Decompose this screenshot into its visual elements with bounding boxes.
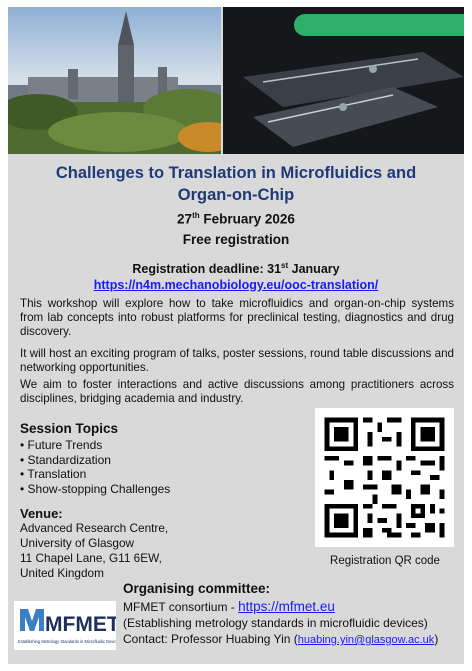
- consortium-link[interactable]: https://mfmet.eu: [238, 599, 335, 614]
- contact-line: [123, 632, 438, 646]
- venue-address: [20, 521, 168, 581]
- logo-text: MFMET: [45, 613, 116, 636]
- university-building-image: [8, 7, 221, 154]
- mfmet-logo: [14, 601, 116, 650]
- topic-item: • Future Trends: [20, 438, 170, 453]
- topic-item: • Show-stopping Challenges: [20, 482, 170, 497]
- event-date: [8, 211, 464, 227]
- venue-line: University of Glasgow: [20, 536, 135, 550]
- registration-link[interactable]: https://n4m.mechanobiology.eu/ooc-translation/: [93, 278, 379, 292]
- description-paragraph-3: We aim to foster interactions and active discussions among practitioners across disciplines, bridging academia and industry.: [20, 378, 454, 405]
- qr-caption: Registration QR code: [330, 555, 440, 567]
- contact-email-link[interactable]: huabing.yin@glasgow.ac.uk: [297, 634, 435, 646]
- deadline-suffix: January: [288, 262, 340, 277]
- session-topics-heading: Session Topics: [20, 421, 119, 436]
- university-photo: [8, 7, 221, 154]
- event-title-line1: Challenges to Translation in Microfluidics and: [55, 164, 417, 182]
- venue-line: United Kingdom: [20, 566, 104, 580]
- registration-qr-code[interactable]: [315, 408, 454, 547]
- qr-code-image: [315, 408, 454, 547]
- deadline-ordinal: st: [281, 261, 289, 270]
- organising-committee-heading: Organising committee:: [123, 581, 271, 596]
- session-topics-list: [20, 438, 170, 496]
- date-rest: February 2026: [199, 211, 295, 227]
- consortium-line: [123, 599, 335, 614]
- registration-url-line: [8, 278, 464, 292]
- green-accent-bar: [294, 14, 464, 36]
- venue-heading: Venue:: [20, 506, 63, 521]
- deadline-prefix: Registration deadline: 31: [132, 262, 282, 277]
- contact-label: Contact: Professor Huabing Yin (: [123, 632, 298, 646]
- description-paragraph-1: This workshop will explore how to take microfluidics and organ-on-chip systems from lab concepts into robust platforms for preclinical testing, diagnostics and drug discovery.: [20, 297, 454, 338]
- venue-line: Advanced Research Centre,: [20, 521, 169, 535]
- registration-deadline: [8, 261, 464, 276]
- venue-line: 11 Chapel Lane, G11 6EW,: [20, 551, 162, 565]
- mfmet-logo-image: [14, 601, 116, 650]
- event-title-line2: Organ-on-Chip: [177, 186, 295, 204]
- contact-suffix: ): [434, 632, 439, 646]
- consortium-label: MFMET consortium -: [123, 600, 239, 614]
- topic-item: • Translation: [20, 467, 170, 482]
- microfluidic-chip-photo: [223, 7, 464, 154]
- logo-tagline: Establishing Metrology Standards in Microfluidic Devices: [18, 639, 116, 644]
- topic-item: • Standardization: [20, 453, 170, 468]
- date-day: 27: [177, 211, 193, 227]
- description-paragraph-2: It will host an exciting program of talks, poster sessions, round table discussions and networking opportunities.: [20, 347, 454, 374]
- free-registration: Free registration: [182, 232, 290, 247]
- flyer: [8, 7, 464, 664]
- date-ordinal: th: [192, 211, 200, 220]
- consortium-description: (Establishing metrology standards in microfluidic devices): [123, 616, 428, 630]
